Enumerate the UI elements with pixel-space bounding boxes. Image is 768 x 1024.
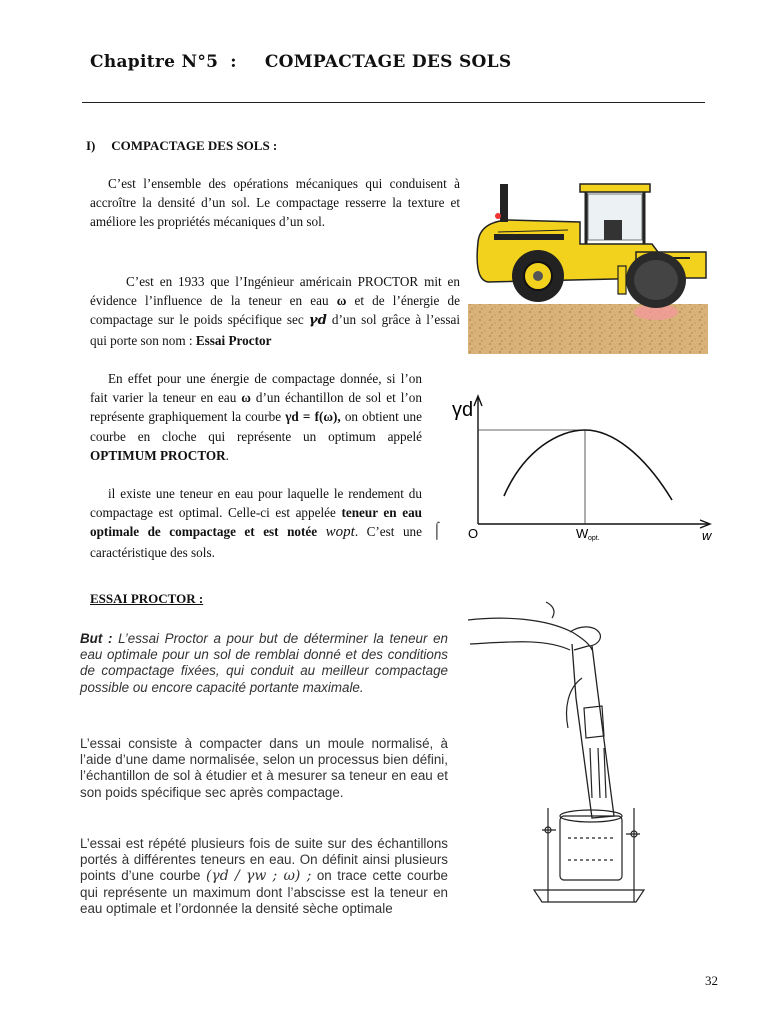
paragraph-history-text-c: d’un sol grâce à l’essai qui porte son nom : [90,312,460,348]
paragraph-curve [90,369,422,465]
but-label: But : [80,631,113,646]
proctor-curve [504,430,672,500]
graph-y-label: γd [452,399,474,421]
section-title: COMPACTAGE DES SOLS : [111,138,278,153]
curve-formula-scan: (γd / γw ; ω) ; [205,868,312,885]
base-plate [534,890,644,902]
paragraph-curve-text-b: d’un échantillon de sol et l’on représente graphiquement la courbe [90,390,422,425]
paragraph-definition [90,174,460,232]
section-number: I) [86,138,96,153]
chapter-label: Chapitre N°5 [90,52,219,72]
margin-mark: ⌠ [432,522,442,539]
header-rule [82,102,705,103]
chapter-title: COMPACTAGE DES SOLS [264,52,512,72]
proctor-curve-graph [444,392,720,546]
paragraph-history-text-b: et de l’énergie de compactage sur le poids spécifique sec [90,293,461,328]
proctor-test-illustration [464,598,650,918]
paragraph-history-text-a: C’est en 1933 que l’Ingénieur américain PROCTOR mit en évidence l’influence de la teneur en eau [90,274,460,309]
rammer-tube [572,644,614,818]
wopt-symbol: wopt [325,524,355,541]
essai-proctor-term: Essai Proctor [195,332,272,348]
omega-symbol: ω [336,293,347,309]
paragraph-curve-text-c: on obtient une courbe en cloche qui représente un optimum appelé [90,409,422,444]
seat-icon [604,220,622,240]
arm [468,618,592,650]
scan-procedure-paragraph: L’essai consiste à compacter dans un moule normalisé, à l’aide d’une dame normalisée, selon un processus bien défini, l’échantillon de sol à étudier et à mesurer sa teneur en eau et son poids spécifique sec après compactage. [80,736,448,800]
but-text: L’essai Proctor a pour but de déterminer la teneur en eau optimale pour un sol de remblai donné et des conditions de compactage fixées, qui conduit au meilleur compactage possible ou encore capacité portante maximale. [80,631,448,695]
roller-compactor-illustration [468,182,708,354]
proctor-mould [560,816,622,880]
paragraph-curve-text-d: . [225,447,229,463]
paragraph-definition-text: C’est l’ensemble des opérations mécaniques qui conduisent à accroître la densité d’un sol. Le compactage resserre la texture et améliore les propriétés mécaniques d’un sol. [90,176,460,230]
chapter-heading [90,52,511,72]
scan-repeat-text-a: L’essai est répété plusieurs fois de suite sur des échantillons portés à différentes teneurs en eau. On définit ainsi plusieurs points d’une courbe [80,836,448,884]
curve-formula: γd = f(ω), [285,409,341,425]
graph-opt-sub: opt. [588,535,600,542]
hand [570,627,600,650]
teneur-optimale-term: teneur en eau optimale de compactage et est notée [90,505,422,540]
exhaust-pipe [500,184,508,222]
essai-proctor-heading: ESSAI PROCTOR : [90,591,204,606]
omega-symbol-2: ω [241,390,251,406]
graph-origin-label: O [468,526,479,541]
graph-x-label: w [702,528,712,543]
gamma-d-symbol: γd [308,313,327,329]
scan-repeat-paragraph [80,836,448,917]
paragraph-curve-text-a: En effet pour une énergie de compactage donnée, si l’on fait varier la teneur en eau [90,371,422,406]
paragraph-optimum [90,484,422,562]
optimum-proctor-term: OPTIMUM PROCTOR [90,447,226,463]
paragraph-history [90,272,460,350]
paragraph-optimum-text-a: il existe une teneur en eau pour laquelle le rendement du compactage est optimal. Celle-ci est appelée [90,486,422,521]
page-number: 32 [705,973,718,988]
scan-but-paragraph [80,631,448,696]
graph-opt-label: W [576,526,589,541]
paragraph-optimum-text-c: . C’est une caractéristique des sols. [90,524,423,560]
scan-repeat-text-b: on trace cette courbe qui représente un maximum dont l’abscisse est la teneur en eau optimale et l’ordonnée la densité sèche optimale [80,868,448,916]
chapter-separator: : [230,52,237,72]
section-heading [86,138,277,154]
